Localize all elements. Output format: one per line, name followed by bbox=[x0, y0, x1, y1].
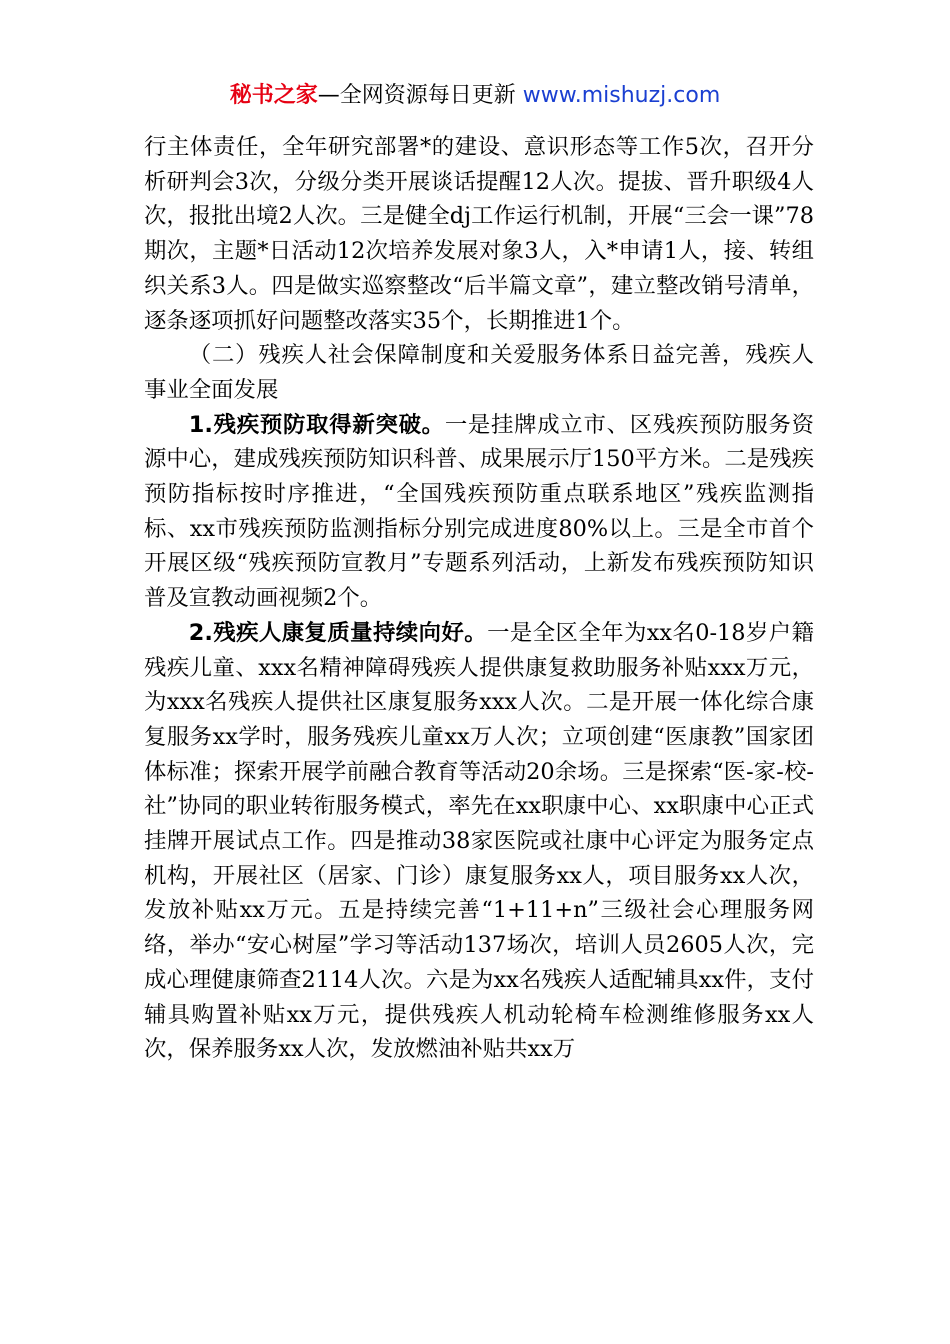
paragraph-text: 一是挂牌成立市、区残疾预防服务资源中心，建成残疾预防知识科普、成果展示厅150平方米。二是残疾预防指标按时序推进，“全国残疾预防重点联系地区”残疾监测指标、xx市残疾预防监测指标分别完成进度80%以上。三是全市首个开展区级“残疾预防宣教月”专题系列活动，上新发布残疾预防知识普及宣教动画视频2个。 bbox=[144, 411, 814, 612]
section-heading: （二）残疾人社会保障制度和关爱服务体系日益完善，残疾人事业全面发展 bbox=[144, 342, 814, 403]
brand-name: 秘书之家 bbox=[229, 83, 318, 108]
site-url[interactable]: www.mishuzj.com bbox=[522, 83, 721, 108]
header-tagline: —全网资源每日更新 bbox=[317, 83, 523, 108]
paragraph-heading: 2.残疾人康复质量持续向好。 bbox=[188, 619, 488, 646]
paragraph-rehabilitation bbox=[144, 616, 814, 1067]
paragraph-text: 一是全区全年为xx名0-18岁户籍残疾儿童、xxx名精神障碍残疾人提供康复救助服务补贴xxx万元，为xxx名残疾人提供社区康复服务xxx人次。二是开展一体化综合康复服务xx学时，服务残疾儿童xx万人次；立项创建“医康教”国家团体标准；探索开展学前融合教育等活动20余场。三是探索“医-家-校-社”协同的职业转衔服务模式，率先在xx职康中心、xx职康中心正式挂牌开展试点工作。四是推动38家医院或社康中心评定为服务定点机构，开展社区（居家、门诊）康复服务xx人，项目服务xx人次，发放补贴xx万元。五是持续完善“1+11+n”三级社会心理服务网络，举办“安心树屋”学习等活动137场次，培训人员2605人次，完成心理健康筛查2114人次。六是为xx名残疾人适配辅具xx件，支付辅具购置补贴xx万元，提供残疾人机动轮椅车检测维修服务xx人次，保养服务xx人次，发放燃油补贴共xx万 bbox=[144, 619, 814, 1063]
paragraph-heading: 1.残疾预防取得新突破。 bbox=[188, 411, 445, 438]
paragraph-continuation: 行主体责任，全年研究部署*的建设、意识形态等工作5次，召开分析研判会3次，分级分类开展谈话提醒12人次。提拔、晋升职级4人次，报批出境2人次。三是健全dj工作运行机制，开展“三会一课”78期次，主题*日活动12次培养发展对象3人，入*申请1人，接、转组织关系3人。四是做实巡察整改“后半篇文章”，建立整改销号清单，逐条逐项抓好问题整改落实35个，长期推进1个。 bbox=[144, 134, 814, 334]
document-body bbox=[144, 130, 814, 1067]
paragraph-disability-prevention bbox=[144, 408, 814, 616]
site-header bbox=[0, 80, 950, 112]
